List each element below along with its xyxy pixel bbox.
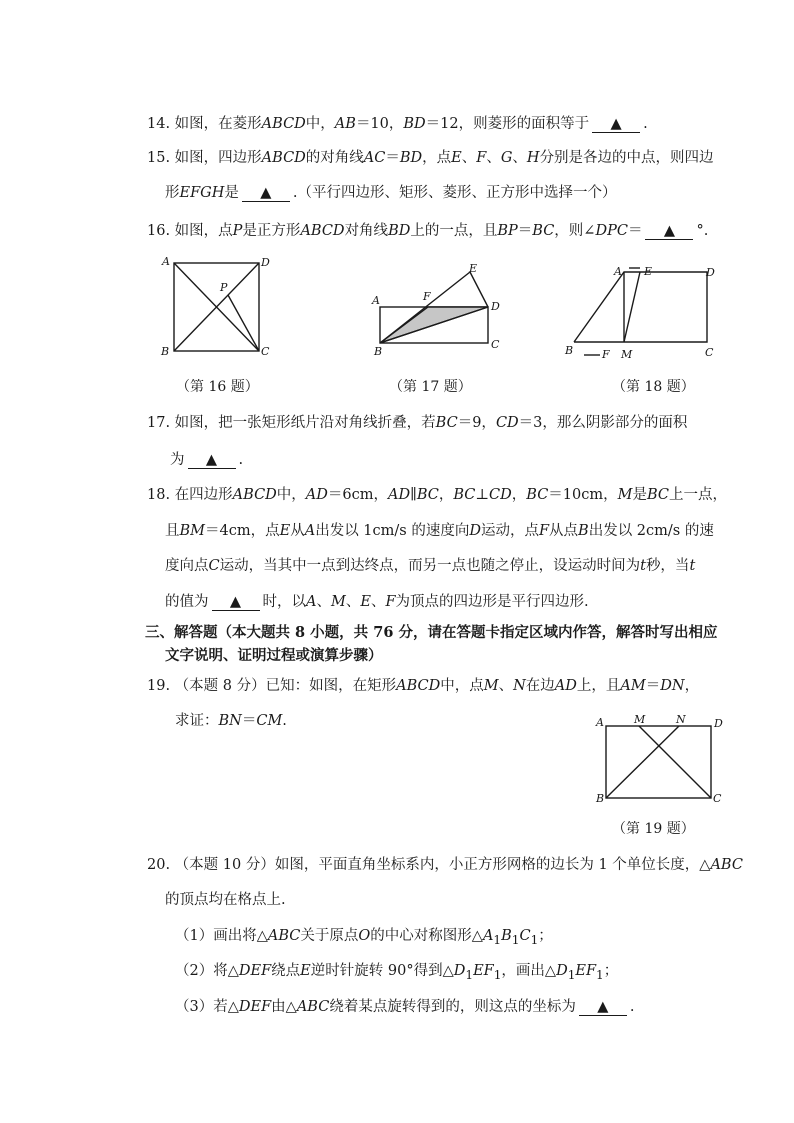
question-20-part3: （3）若△DEF由△ABC绕着某点旋转得到的，则这点的坐标为 ▲ . bbox=[175, 999, 635, 1015]
trapezoid-abcd bbox=[574, 272, 707, 342]
label-f: F bbox=[423, 290, 431, 303]
question-15-line2: 形EFGH是 ▲ .（平行四边形、矩形、菱形、正方形中选择一个） bbox=[165, 185, 617, 201]
caption-19: （第 19 题） bbox=[612, 821, 695, 837]
label-n: N bbox=[676, 713, 686, 726]
label-m: M bbox=[634, 713, 646, 726]
question-20-part2: （2）将△DEF绕点E逆时针旋转 90°得到$\triangle D_1EF_1$，画出$\triangle D_1EF_1$； bbox=[175, 963, 619, 982]
label-d: D bbox=[714, 717, 723, 730]
question-18-line3: 度向点C运动，当其中一点到达终点，而另一点也随之停止，设运动时间为t秒，当t bbox=[165, 558, 696, 574]
section-heading-line2: 文字说明、证明过程或演算步骤） bbox=[165, 647, 383, 664]
label-d: D bbox=[491, 300, 500, 313]
label-a: A bbox=[372, 294, 380, 307]
caption-16: （第 16 题） bbox=[176, 379, 259, 395]
answer-blank-16[interactable]: ▲ bbox=[645, 223, 693, 240]
question-20-line2: 的顶点均在格点上. bbox=[165, 892, 286, 908]
label-e: E bbox=[644, 265, 653, 278]
label-b: B bbox=[161, 345, 170, 358]
answer-blank-20[interactable]: ▲ bbox=[579, 999, 627, 1016]
question-18-line2: 且BM＝4cm，点E从A出发以 1cm/s 的速度向D运动，点F从点B出发以 2cm/s 的速 bbox=[165, 523, 714, 539]
label-c: C bbox=[713, 792, 722, 805]
caption-17: （第 17 题） bbox=[389, 379, 472, 395]
question-18-line4: 的值为 ▲ 时，以A、M、E、F为顶点的四边形是平行四边形. bbox=[165, 594, 589, 610]
label-f: F bbox=[602, 348, 610, 361]
label-a: A bbox=[162, 255, 170, 268]
question-17: 17. 如图，把一张矩形纸片沿对角线折叠，若BC＝9，CD＝3，那么阴影部分的面积 bbox=[147, 415, 688, 431]
segment-bn bbox=[606, 726, 679, 798]
question-16: 16. 如图，点P是正方形ABCD对角线BD上的一点，且BP＝BC，则∠DPC＝ ▲ °. bbox=[147, 223, 709, 239]
figure-19 bbox=[594, 710, 729, 810]
rectangle-abcd bbox=[606, 726, 711, 798]
label-c: C bbox=[261, 345, 270, 358]
answer-blank-18[interactable]: ▲ bbox=[212, 594, 260, 611]
label-c: C bbox=[705, 346, 714, 359]
label-b: B bbox=[374, 345, 383, 358]
figure-17 bbox=[370, 262, 505, 357]
segment-cm bbox=[639, 726, 711, 798]
question-20-part1: （1）画出将△ABC关于原点O的中心对称图形$\triangle A_1B_1C_1$； bbox=[175, 928, 553, 947]
label-a: A bbox=[614, 265, 622, 278]
label-m: M bbox=[621, 348, 633, 361]
answer-blank-14[interactable]: ▲ bbox=[592, 116, 640, 133]
label-c: C bbox=[491, 338, 500, 351]
label-d: D bbox=[706, 266, 715, 279]
label-a: A bbox=[596, 716, 604, 729]
figure-16 bbox=[160, 255, 270, 360]
segment-ed bbox=[470, 272, 488, 307]
label-b: B bbox=[596, 792, 605, 805]
answer-blank-15[interactable]: ▲ bbox=[242, 185, 290, 202]
label-b: B bbox=[565, 344, 574, 357]
label-d: D bbox=[261, 256, 270, 269]
question-20: 20. （本题 10 分）如图，平面直角坐标系内，小正方形网格的边长为 1 个单位长度，△ABC bbox=[147, 857, 743, 873]
label-p: P bbox=[220, 281, 228, 294]
question-19: 19. （本题 8 分）已知：如图，在矩形ABCD中，点M、N在边AD上，且AM＝DN， bbox=[147, 678, 700, 694]
question-18: 18. 在四边形ABCD中，AD＝6cm，AD∥BC，BC⊥CD，BC＝10cm，M是BC上一点， bbox=[147, 487, 728, 503]
figure-18 bbox=[562, 262, 722, 362]
segment-fe bbox=[624, 272, 640, 342]
answer-blank-17[interactable]: ▲ bbox=[188, 452, 236, 469]
section-heading: 三、解答题（本大题共 8 小题，共 76 分，请在答题卡指定区域内作答，解答时写出相应 bbox=[145, 624, 718, 641]
question-14: 14. 如图，在菱形ABCD中，AB＝10，BD＝12，则菱形的面积等于 ▲ . bbox=[147, 116, 648, 132]
question-15: 15. 如图，四边形ABCD的对角线AC＝BD，点E、F、G、H分别是各边的中点，则四边 bbox=[147, 150, 714, 166]
question-19-line2: 求证：BN＝CM. bbox=[175, 713, 287, 729]
question-17-line2: 为 ▲ . bbox=[170, 452, 244, 468]
caption-18: （第 18 题） bbox=[612, 379, 695, 395]
label-e: E bbox=[469, 262, 478, 275]
